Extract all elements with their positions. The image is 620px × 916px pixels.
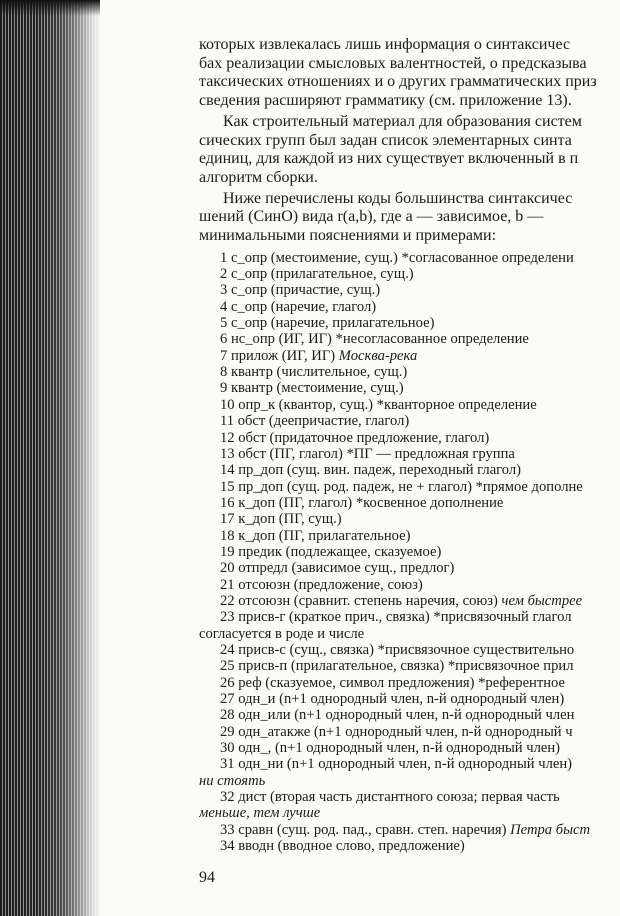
code-text: 4 с_опр (наречие, глагол) [220, 298, 377, 315]
example-text: Москва-река [338, 347, 418, 364]
code-text: 11 обст (деепричастие, глагол) [220, 413, 410, 430]
code-text: 15 пр_доп (сущ. род. падеж, не + глагол) *прямое дополне [220, 478, 583, 495]
text-line: которых извлекалась лишь информация о синтаксичес [199, 36, 571, 53]
list-item [199, 838, 620, 854]
text-line: сведения расширяют грамматику (см. приложение 13). [199, 92, 572, 110]
code-text: 27 одн_и (n+1 однородный член, n-й однородный член) [220, 691, 565, 708]
example-text: Петра быст [510, 821, 590, 838]
list-item [199, 789, 620, 805]
list-item-continuation [199, 805, 620, 821]
text-line: минимальными пояснениями и примерами: [199, 227, 497, 245]
list-item [199, 299, 620, 315]
list-item [199, 609, 620, 625]
list-item [199, 740, 620, 756]
code-text: 6 нс_опр (ИГ, ИГ) *несогласованное определение [220, 331, 529, 348]
page-text [199, 36, 620, 858]
text-line: алгоритм сборки. [199, 168, 318, 186]
list-item [199, 544, 620, 560]
code-text: 30 одн_, (n+1 однородный член, n-й однородный член) [220, 740, 561, 757]
code-text: 1 с_опр (местоимение, сущ.) *согласованное определени [220, 249, 574, 266]
list-item [199, 479, 620, 495]
example-text: чем быстрее [501, 592, 583, 609]
list-item-continuation [199, 773, 620, 789]
text-line: единиц, для каждой из них существует включенный в п [199, 150, 579, 168]
code-text: 23 присв-г (краткое прич., связка) *присвязочный глагол [220, 609, 572, 626]
code-text: 22 отсоюзн (сравнит. степень наречия, союз) [220, 592, 502, 609]
example-text: ни стоять [199, 772, 266, 789]
code-text: 7 прилож (ИГ, ИГ) [220, 347, 339, 364]
code-text: 3 с_опр (причастие, сущ.) [220, 282, 381, 299]
list-item [199, 691, 620, 707]
code-text: 18 к_доп (ПГ, прилагательное) [220, 527, 411, 544]
code-text: 31 одн_ни (n+1 однородный член, n-й однородный член) [220, 756, 573, 773]
text-line: шений (СинО) вида r(a,b), где a — зависимое, b — [199, 208, 544, 226]
code-text: 9 квантр (местоимение, сущ.) [220, 380, 404, 397]
list-item [199, 822, 620, 838]
code-text: 14 пр_доп (сущ. вин. падеж, переходный глагол) [220, 462, 522, 479]
list-item [199, 495, 620, 511]
list-item [199, 446, 620, 462]
list-item [199, 756, 620, 772]
code-text: 29 одн_атакже (n+1 однородный член, n-й однородный ч [220, 723, 573, 740]
code-text: 16 к_доп (ПГ, глагол) *косвенное дополнение [220, 494, 504, 511]
list-item [199, 577, 620, 593]
list-item [199, 315, 620, 331]
example-text: меньше, тем лучше [199, 805, 321, 822]
code-text: 28 одн_или (n+1 однородный член, n-й однородный член [220, 707, 575, 724]
code-text: 25 присв-п (прилагательное, связка) *присвязочное прил [220, 658, 574, 675]
code-text: 5 с_опр (наречие, прилагательное) [220, 315, 435, 332]
list-item [199, 397, 620, 413]
code-text: 19 предик (подлежащее, сказуемое) [220, 543, 442, 560]
list-item [199, 348, 620, 364]
text-line: сических групп был задан список элементарных синта [199, 131, 572, 149]
list-item [199, 380, 620, 396]
code-text: 20 отпредл (зависимое сущ., предлог) [220, 560, 455, 577]
code-text: 34 вводн (вводное слово, предложение) [220, 838, 465, 855]
code-text: 2 с_опр (прилагательное, сущ.) [220, 266, 414, 283]
list-item-continuation [199, 626, 620, 642]
binding-edge-shadow [0, 0, 100, 16]
code-text: 12 обст (придаточное предложение, глагол) [220, 429, 490, 446]
list-item [199, 528, 620, 544]
text-line: Как строительный материал для образования систем [223, 112, 582, 130]
text-line: таксических отношениях и о других грамматических приз [199, 73, 597, 91]
list-item [199, 675, 620, 691]
paragraph-2 [199, 113, 620, 188]
code-text: 24 присв-с (сущ., связка) *присвязочное существительно [220, 641, 575, 658]
list-item [199, 250, 620, 266]
list-item [199, 413, 620, 429]
paragraph-3 [199, 190, 620, 246]
book-binding-shadow [0, 0, 100, 916]
code-text: 21 отсоюзн (предложение, союз) [220, 576, 423, 593]
page-number: 94 [199, 869, 215, 886]
code-text: 32 дист (вторая часть дистантного союза; первая часть [220, 789, 560, 806]
list-item [199, 707, 620, 723]
list-item [199, 560, 620, 576]
code-text: согласуется в роде и числе [199, 625, 365, 642]
list-item [199, 658, 620, 674]
list-item [199, 511, 620, 527]
code-text: 8 квантр (числительное, сущ.) [220, 364, 408, 381]
syntactic-relation-code-list [199, 250, 620, 855]
code-text: 17 к_доп (ПГ, сущ.) [220, 511, 342, 528]
list-item [199, 724, 620, 740]
text-line: Ниже перечислены коды большинства синтаксичес [223, 189, 573, 207]
code-text: 10 опр_к (квантор, сущ.) *кванторное определение [220, 396, 537, 413]
list-item [199, 430, 620, 446]
list-item [199, 364, 620, 380]
list-item [199, 642, 620, 658]
list-item [199, 331, 620, 347]
text-line: бах реализации смысловых валентностей, о предсказыва [199, 54, 587, 72]
code-text: 26 реф (сказуемое, символ предложения) *референтное [220, 674, 566, 691]
list-item [199, 282, 620, 298]
code-text: 33 сравн (сущ. род. пад., сравн. степ. наречия) [220, 821, 511, 838]
code-text: 13 обст (ПГ, глагол) *ПГ — предложная группа [220, 445, 515, 462]
list-item [199, 593, 620, 609]
paragraph-1 [199, 36, 620, 111]
list-item [199, 462, 620, 478]
list-item [199, 266, 620, 282]
